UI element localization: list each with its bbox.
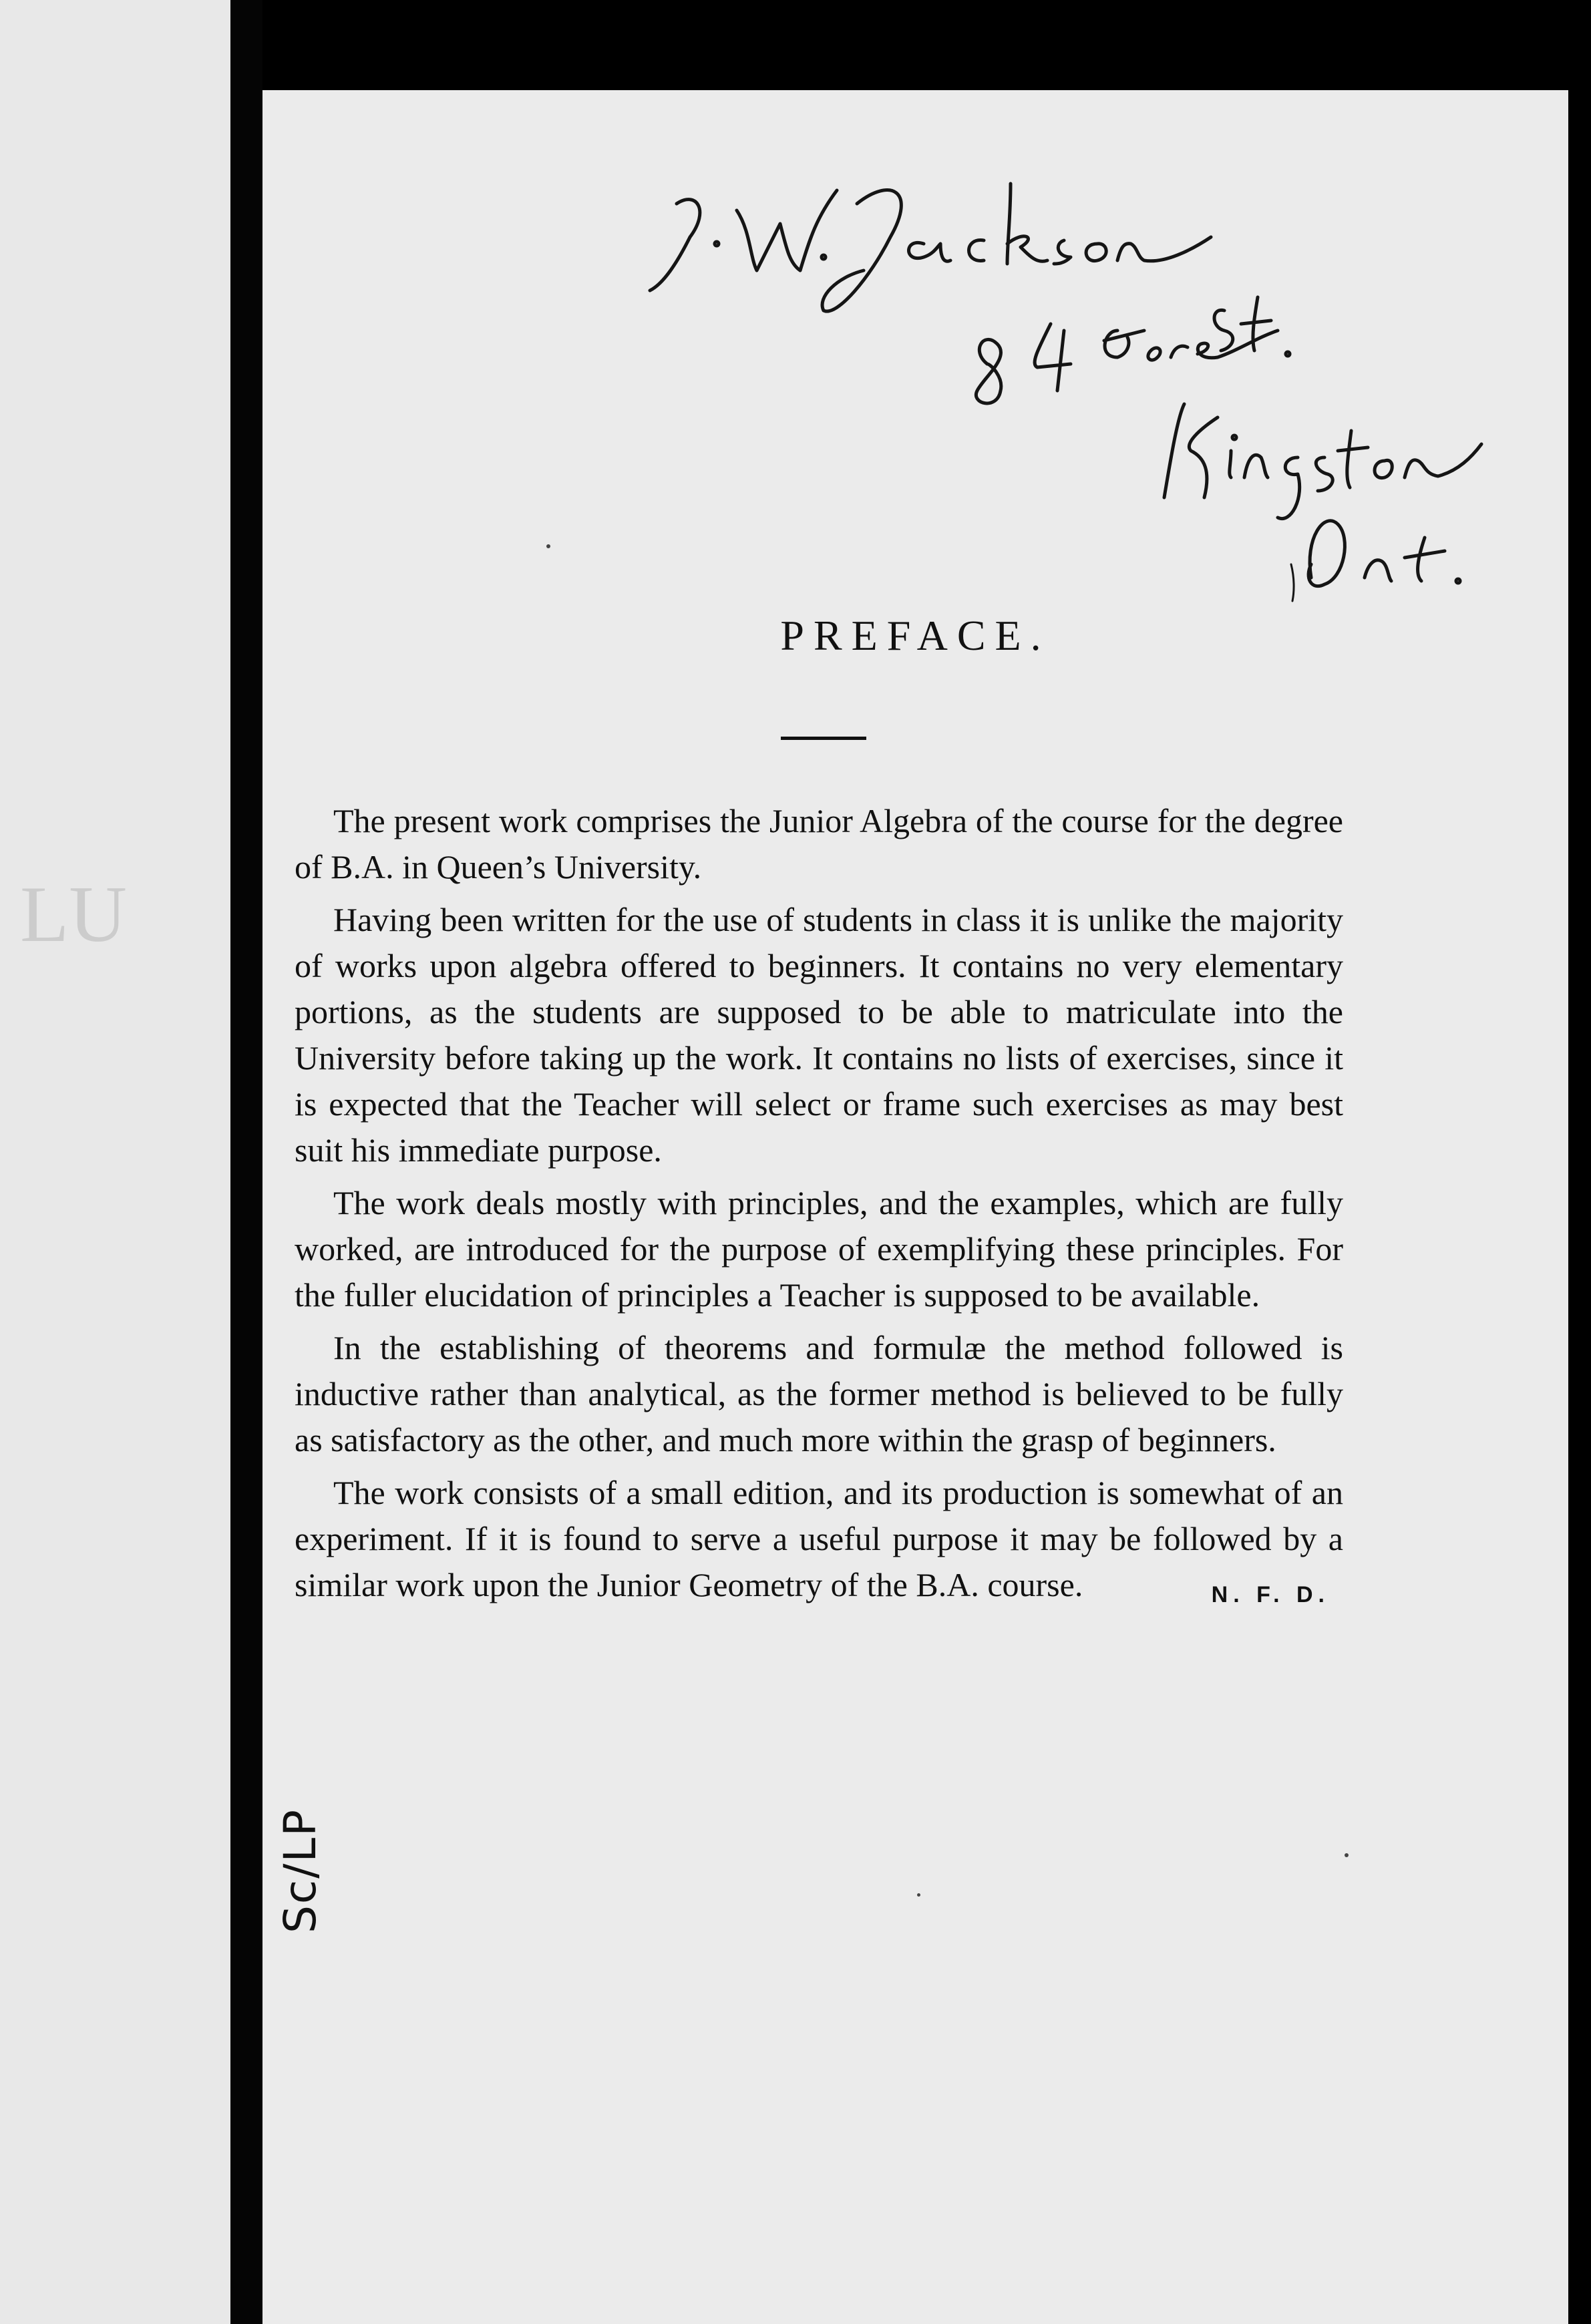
paper-speck [546,544,550,548]
preface-paragraph-3: The work deals mostly with principles, and the examples, which are fully worked, are introduced for the purpose of exemplifying these principles. For the fuller elucidation of principles a Teacher is supposed to be available. [295,1184,1343,1314]
preface-paragraph-5: The work consists of a small edition, and its production is somewhat of an experiment. If it is found to serve a useful purpose it may be followed by a similar work upon the Junior Geometry of the B.A. course. [295,1474,1343,1603]
preface-paragraph-2: Having been written for the use of students in class it is unlike the majority of works upon algebra offered to beginners. It contains no very elementary portions, as the students are supposed to be able to matriculate into the University before taking up the work. It contains no lists of exercises, since it is expected that the Teacher will select or frame such exercises as may best suit his immediate purpose. [295,901,1343,1169]
paper-speck [1345,1853,1349,1857]
facing-page-show-through: LU [20,869,127,958]
facing-page [0,0,230,2324]
preface-paragraph-4: In the establishing of theorems and formulæ the method followed is inductive rather than analytical, as the former method is believed to be fully as satisfactory as the other, and much more within the grasp of beginners. [295,1329,1343,1459]
handwritten-owner-inscription [637,164,1505,631]
author-initials: N. F. D. [1211,1582,1330,1607]
closing-line [295,1470,1343,1608]
page-heading: PREFACE. [780,612,1051,659]
shelfmark-label: Sc/LP [275,1808,326,1933]
preface-body [295,798,1343,1618]
handwriting-drawing [637,164,1505,631]
book-gutter [230,0,262,2324]
paper-speck [917,1893,920,1897]
preface-page [262,90,1568,2324]
preface-paragraph-1: The present work comprises the Junior Algebra of the course for the degree of B.A. in Queen’s University. [295,802,1343,886]
heading-rule [781,737,866,740]
